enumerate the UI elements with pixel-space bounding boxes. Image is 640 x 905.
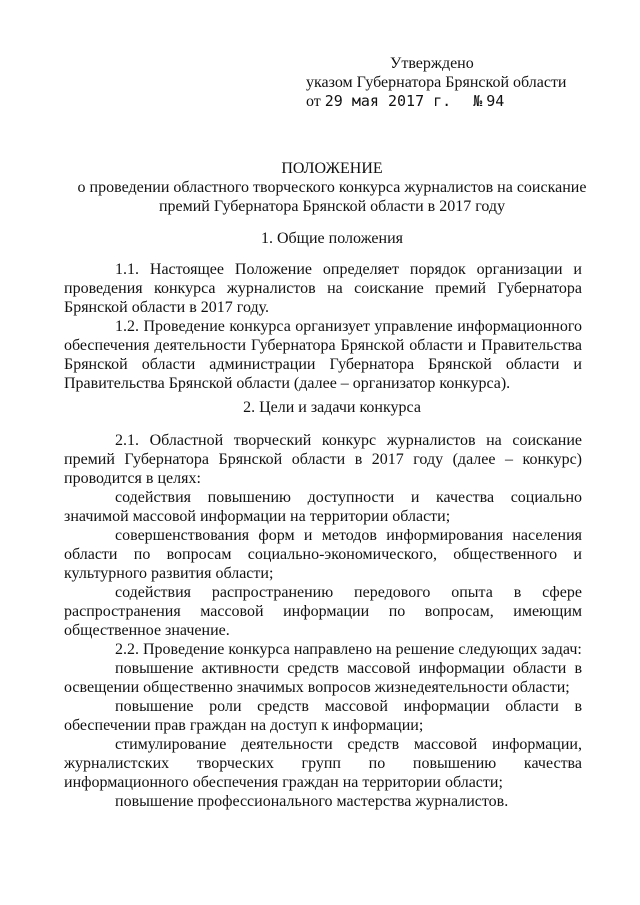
- approval-date-line: [306, 92, 567, 111]
- section-1-body: [64, 260, 582, 393]
- paragraph-1-1: 1.1. Настоящее Положение определяет порядок организации и проведения конкурса журналистов на соискание премий Губернатора Брянской области в 2017 году.: [64, 261, 582, 316]
- task-item: стимулирование деятельности средств массовой информации, журналистских творческих групп по повышению качества информационного обеспечения граждан на территории области;: [64, 736, 582, 791]
- approval-number: 94: [486, 92, 505, 110]
- paragraph-2-2: 2.2. Проведение конкурса направлено на решение следующих задач:: [115, 641, 582, 658]
- goal-item: содействия повышению доступности и качества социально значимой массовой информации на территории области;: [64, 489, 582, 525]
- approval-approved: Утверждено: [390, 55, 474, 72]
- goal-item: совершенствования форм и методов информирования населения области по вопросам социально-экономического, общественного и культурного развития области;: [64, 527, 582, 582]
- section-2-heading: 2. Цели и задачи конкурса: [243, 399, 421, 416]
- approval-number-label: №: [473, 92, 483, 110]
- title-line-2: о проведении областного творческого конкурса журналистов на соискание: [77, 179, 587, 196]
- title-line-1: ПОЛОЖЕНИЕ: [281, 160, 383, 177]
- task-item: повышение роли средств массовой информации области в обеспечении прав граждан на доступ к информации;: [64, 698, 582, 734]
- approval-stamp: [306, 54, 567, 111]
- approval-decree: указом Губернатора Брянской области: [306, 74, 567, 91]
- title-line-3: премий Губернатора Брянской области в 2017 году: [158, 198, 506, 215]
- section-1-heading: 1. Общие положения: [260, 230, 404, 247]
- task-item: повышение активности средств массовой информации области в освещении общественно значимых вопросов жизнедеятельности области;: [64, 660, 582, 696]
- approval-date: 29 мая 2017 г.: [324, 92, 452, 110]
- task-item: повышение профессионального мастерства журналистов.: [115, 793, 509, 810]
- document-title: [64, 159, 600, 216]
- goal-item: содействия распространению передового опыта в сфере распространения массовой информации по вопросам, имеющим общественное значение.: [64, 584, 582, 639]
- paragraph-1-2: 1.2. Проведение конкурса организует управление информационного обеспечения деятельности Губернатора Брянской области и Правительства Брянской области администрации Губернатора Брянской области и Правительства Брянской области (далее – организатор конкурса).: [64, 318, 582, 392]
- paragraph-2-1: 2.1. Областной творческий конкурс журналистов на соискание премий Губернатора Брянской области в 2017 году (далее – конкурс) проводится в целях:: [64, 432, 582, 487]
- section-2-body: [64, 431, 582, 811]
- approval-date-prefix: от: [306, 93, 321, 110]
